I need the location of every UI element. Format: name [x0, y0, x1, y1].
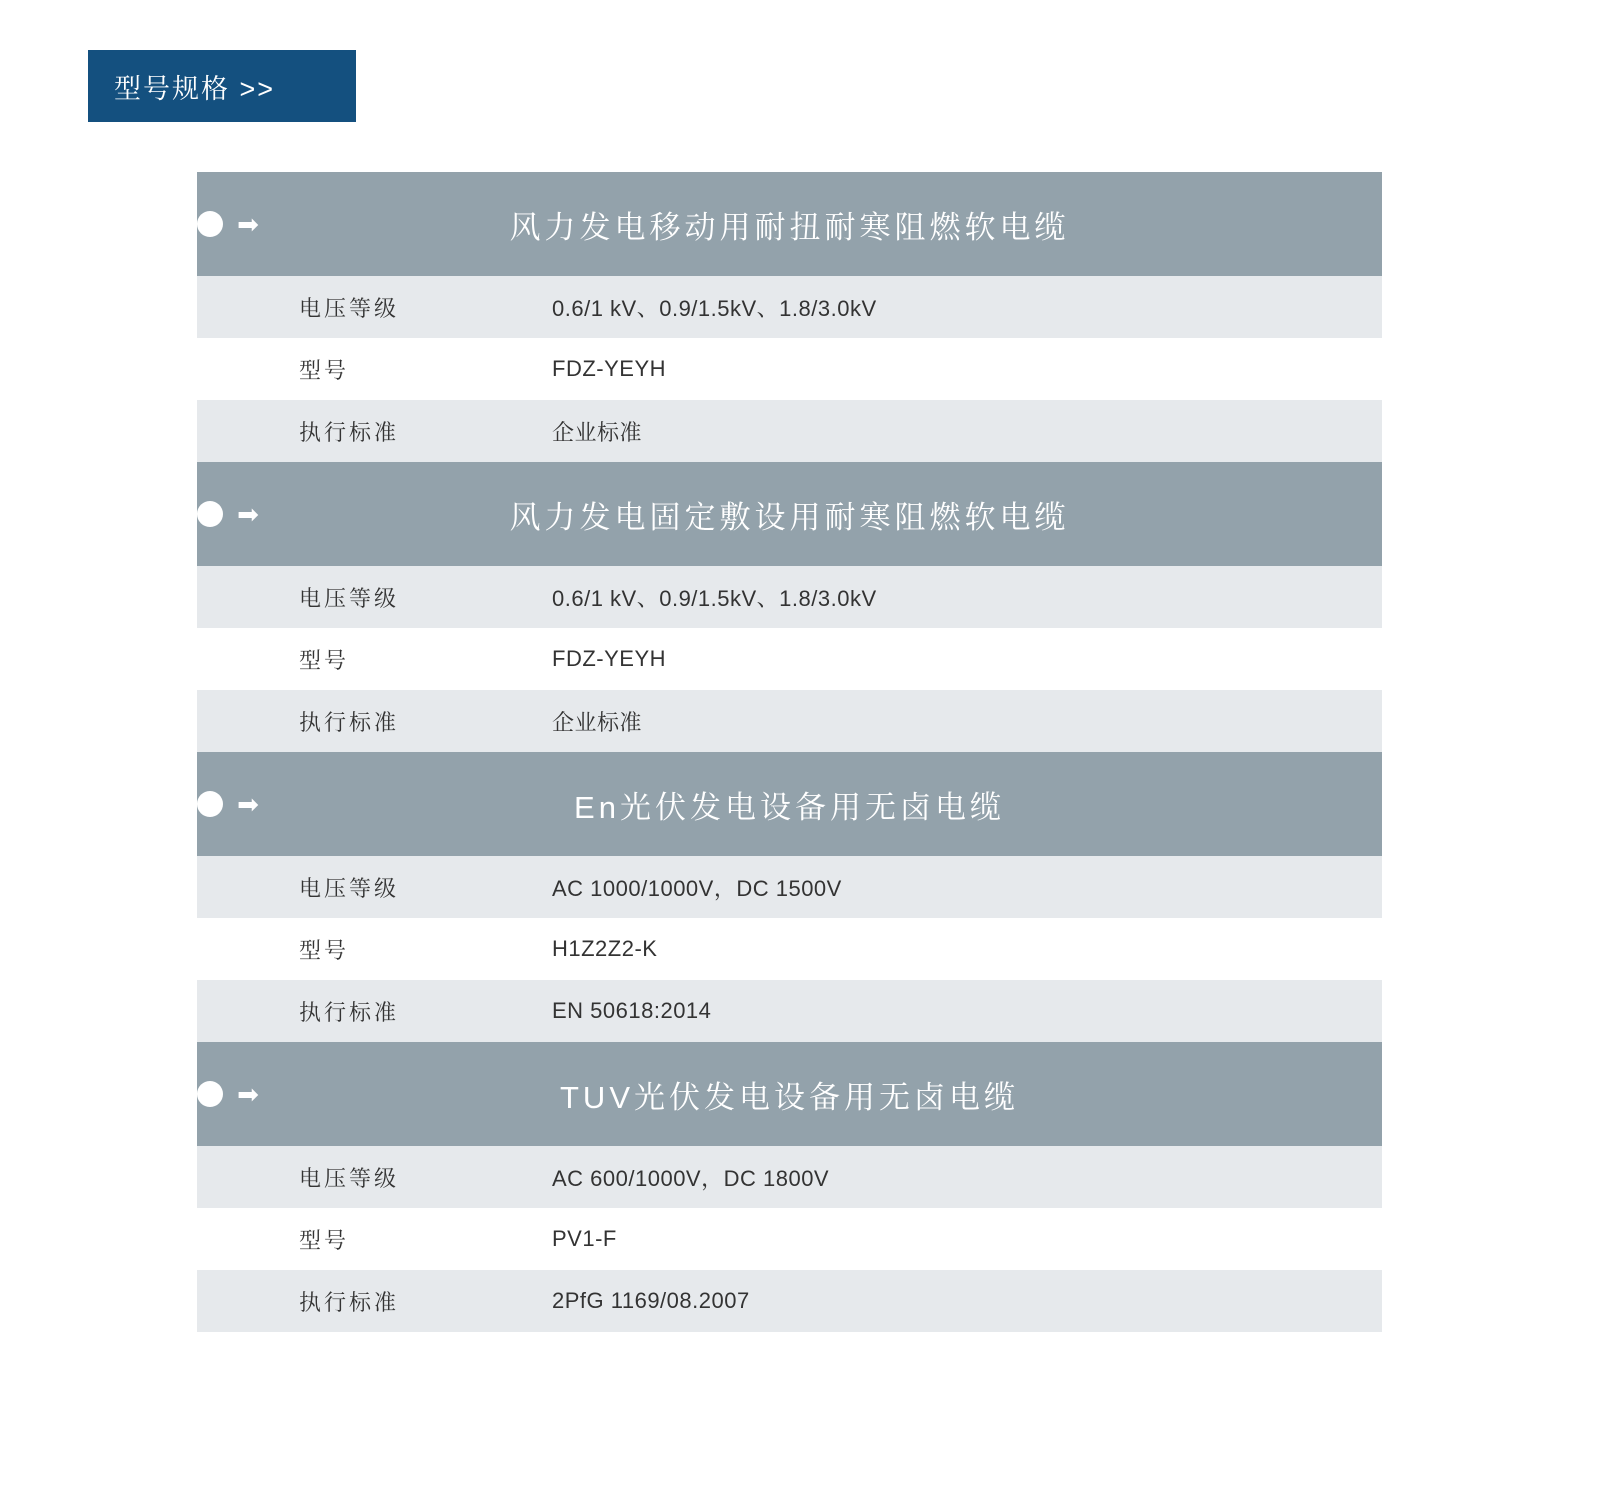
double-arrow-icon: ➡ [237, 209, 259, 239]
spec-label: 电压等级 [299, 585, 400, 611]
spec-label: 型号 [299, 357, 350, 383]
spec-group-title: 风力发电移动用耐扭耐寒阻燃软电缆 [509, 209, 1070, 245]
spec-label: 电压等级 [299, 875, 400, 901]
spec-group-title: En光伏发电设备用无卤电缆 [574, 789, 1005, 825]
spec-value: FDZ-YEYH [552, 356, 666, 381]
table-row [197, 338, 1382, 400]
table-row [197, 980, 1382, 1042]
circle-bullet-icon [197, 501, 223, 527]
spec-label: 执行标准 [299, 1289, 400, 1315]
table-row [197, 918, 1382, 980]
double-arrow-icon: ➡ [237, 789, 259, 819]
table-row [197, 856, 1382, 918]
spec-list [197, 172, 1382, 1332]
circle-bullet-icon [197, 1081, 223, 1107]
spec-group-title: TUV光伏发电设备用无卤电缆 [560, 1079, 1019, 1115]
table-row [197, 276, 1382, 338]
table-row [197, 1146, 1382, 1208]
spec-group [197, 172, 1382, 462]
circle-bullet-icon [197, 211, 223, 237]
spec-label: 型号 [299, 1227, 350, 1253]
spec-value: 2PfG 1169/08.2007 [552, 1288, 750, 1313]
double-arrow-icon: ➡ [237, 1079, 259, 1109]
spec-value: H1Z2Z2-K [552, 936, 658, 961]
spec-label: 电压等级 [299, 295, 400, 321]
spec-value: PV1-F [552, 1226, 617, 1251]
spec-value: FDZ-YEYH [552, 646, 666, 671]
table-row [197, 400, 1382, 462]
spec-label: 执行标准 [299, 419, 400, 445]
spec-value: AC 600/1000V，DC 1800V [552, 1165, 830, 1191]
table-row [197, 628, 1382, 690]
section-tag [88, 50, 356, 122]
spec-label: 执行标准 [299, 999, 400, 1025]
spec-group-title: 风力发电固定敷设用耐寒阻燃软电缆 [509, 499, 1070, 535]
spec-group-header[interactable] [197, 172, 1382, 276]
spec-value: 0.6/1 kV、0.9/1.5kV、1.8/3.0kV [552, 295, 877, 321]
spec-label: 型号 [299, 937, 350, 963]
spec-label: 型号 [299, 647, 350, 673]
spec-group-header[interactable] [197, 752, 1382, 856]
spec-value: EN 50618:2014 [552, 998, 712, 1023]
spec-value: 企业标准 [552, 419, 643, 445]
table-row [197, 1208, 1382, 1270]
spec-label: 执行标准 [299, 709, 400, 735]
table-row [197, 1270, 1382, 1332]
spec-value: 企业标准 [552, 709, 643, 735]
spec-group-header[interactable] [197, 462, 1382, 566]
section-tag-label: 型号规格 >> [114, 73, 276, 104]
spec-group [197, 752, 1382, 1042]
double-arrow-icon: ➡ [237, 499, 259, 529]
table-row [197, 690, 1382, 752]
spec-value: 0.6/1 kV、0.9/1.5kV、1.8/3.0kV [552, 585, 877, 611]
circle-bullet-icon [197, 791, 223, 817]
spec-group [197, 1042, 1382, 1332]
spec-group [197, 462, 1382, 752]
spec-label: 电压等级 [299, 1165, 400, 1191]
table-row [197, 566, 1382, 628]
spec-value: AC 1000/1000V，DC 1500V [552, 875, 842, 901]
spec-group-header[interactable] [197, 1042, 1382, 1146]
